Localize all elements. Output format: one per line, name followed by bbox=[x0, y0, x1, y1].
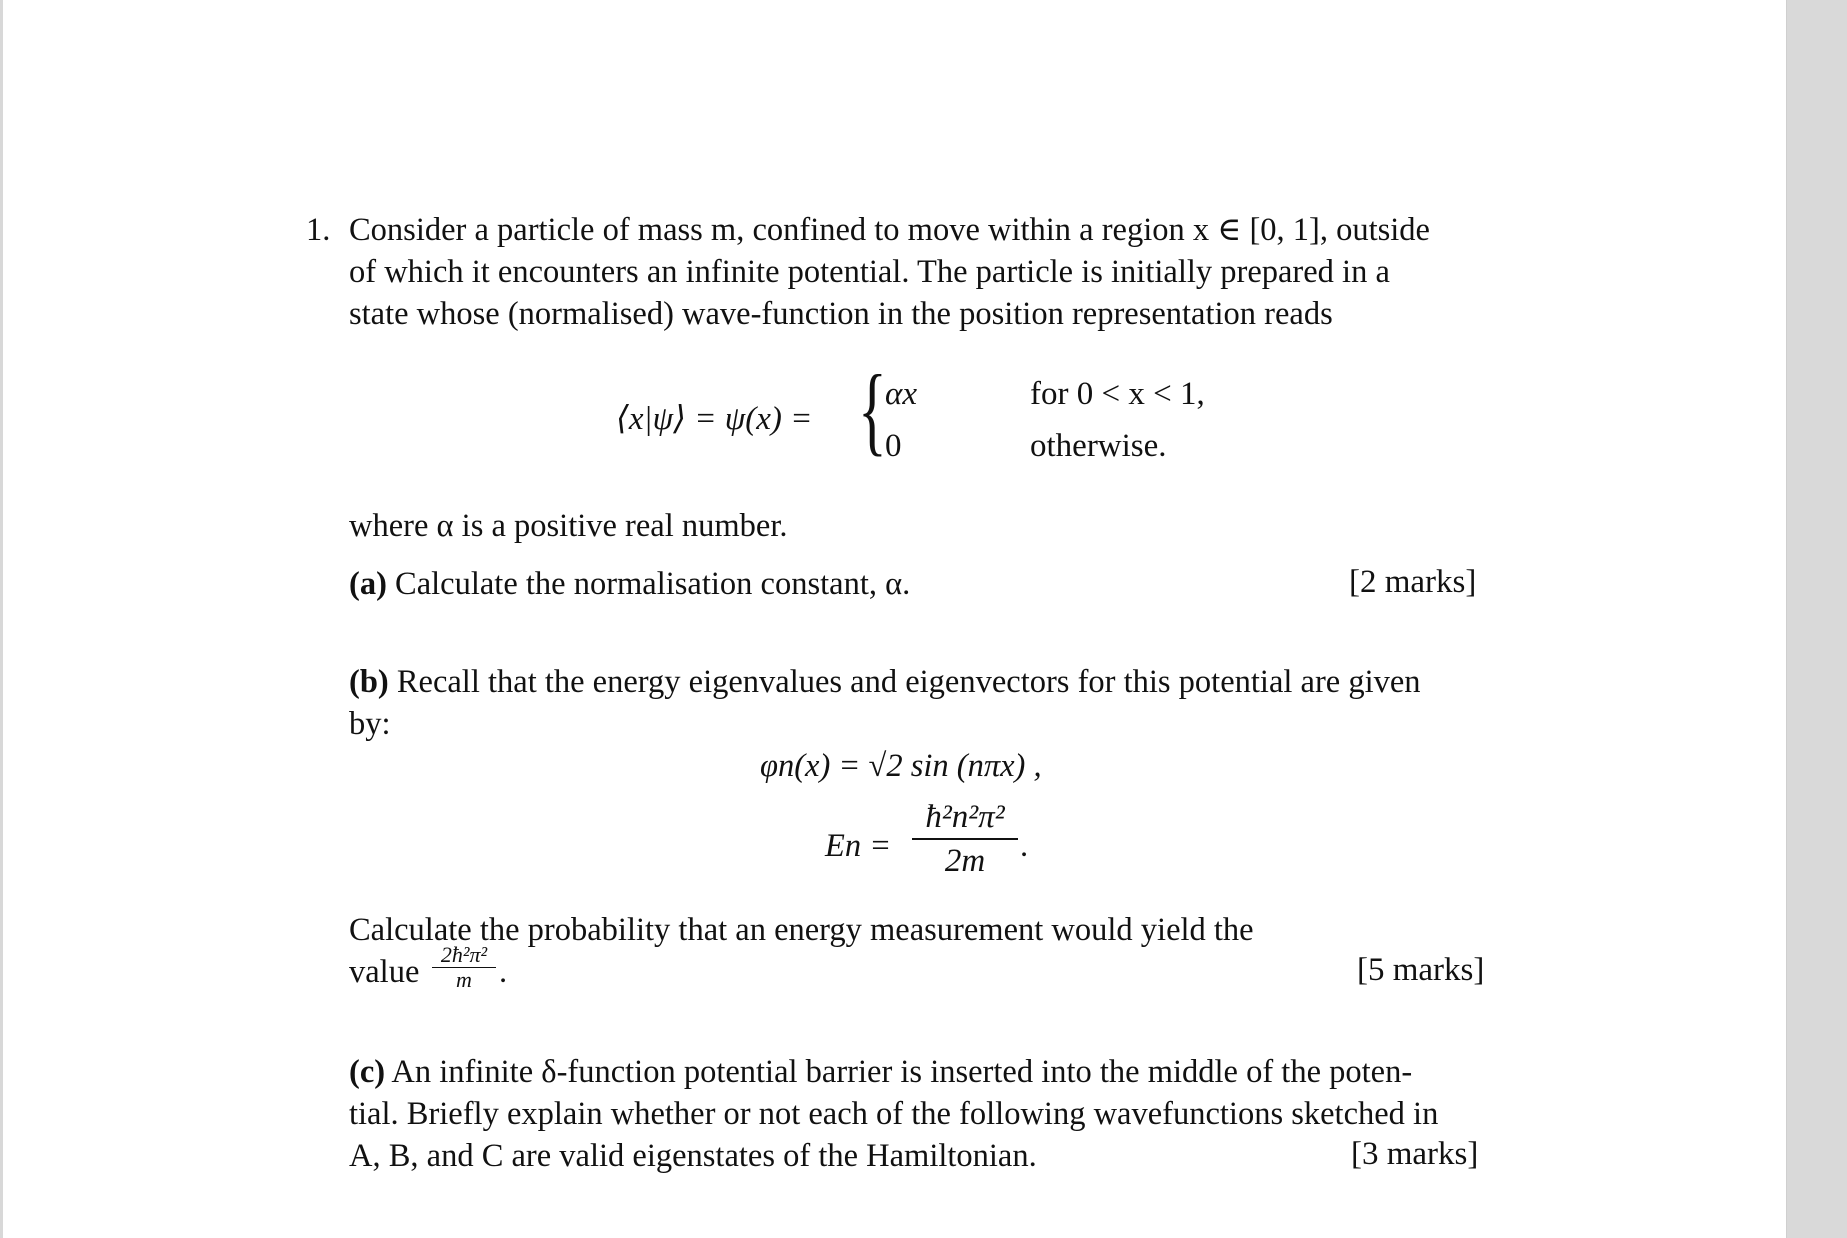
part-a-text: Calculate the normalisation constant, α. bbox=[395, 566, 911, 602]
part-b-line-1 bbox=[349, 662, 1421, 702]
energy-fraction bbox=[912, 798, 1018, 880]
wavefunction-lhs: ⟨x|ψ⟩ = ψ(x) = bbox=[616, 401, 813, 437]
eigenvector-equation: φn(x) = √2 sin (nπx) , bbox=[760, 748, 1042, 784]
scrollbar-gutter[interactable] bbox=[1786, 0, 1847, 1238]
part-c-line-3: A, B, and C are valid eigenstates of the Hamiltonian. bbox=[349, 1138, 1037, 1174]
value-period: . bbox=[499, 954, 508, 990]
value-numerator: 2ħ²π² bbox=[440, 942, 488, 967]
value-denominator: m bbox=[456, 967, 472, 992]
part-b-marks: [5 marks] bbox=[1357, 952, 1485, 988]
intro-line-3: state whose (normalised) wave-function in the position representation reads bbox=[349, 296, 1333, 332]
part-b-question-line-2: value bbox=[349, 954, 420, 990]
part-c-marks: [3 marks] bbox=[1351, 1136, 1479, 1172]
alpha-definition: where α is a positive real number. bbox=[349, 508, 788, 544]
energy-denominator: 2m bbox=[944, 843, 986, 879]
part-c-line-2: tial. Briefly explain whether or not each of the following wavefunctions sketched in bbox=[349, 1096, 1439, 1132]
cases-brace: { bbox=[858, 354, 887, 465]
question-number: 1. bbox=[306, 212, 331, 248]
part-b-question-line-1: Calculate the probability that an energy measurement would yield the bbox=[349, 912, 1254, 948]
part-a-marks: [2 marks] bbox=[1349, 564, 1477, 600]
part-c-text: An infinite δ-function potential barrier is inserted into the middle of the poten- bbox=[391, 1054, 1413, 1090]
energy-equation-lhs: En = bbox=[825, 828, 892, 864]
part-a-label: (a) bbox=[349, 566, 387, 602]
part-b-label: (b) bbox=[349, 664, 389, 700]
part-c-label: (c) bbox=[349, 1054, 386, 1090]
part-b-text: Recall that the energy eigenvalues and eigenvectors for this potential are given bbox=[396, 664, 1421, 700]
intro-line-1: Consider a particle of mass m, confined to move within a region x ∈ [0, 1], outside bbox=[349, 212, 1430, 248]
part-a-line bbox=[349, 564, 910, 604]
energy-numerator: ħ²n²π² bbox=[925, 799, 1005, 835]
energy-period: . bbox=[1020, 828, 1029, 864]
part-b-line-2: by: bbox=[349, 706, 391, 742]
energy-value-fraction bbox=[432, 944, 496, 991]
case-1-condition: for 0 < x < 1, bbox=[1030, 376, 1205, 412]
case-2-value: 0 bbox=[885, 428, 902, 464]
case-1-value: αx bbox=[885, 376, 917, 412]
fraction-bar bbox=[912, 838, 1018, 840]
part-c-line-1 bbox=[349, 1052, 1412, 1092]
case-2-condition: otherwise. bbox=[1030, 428, 1167, 464]
intro-line-2: of which it encounters an infinite potential. The particle is initially prepared in a bbox=[349, 254, 1390, 290]
